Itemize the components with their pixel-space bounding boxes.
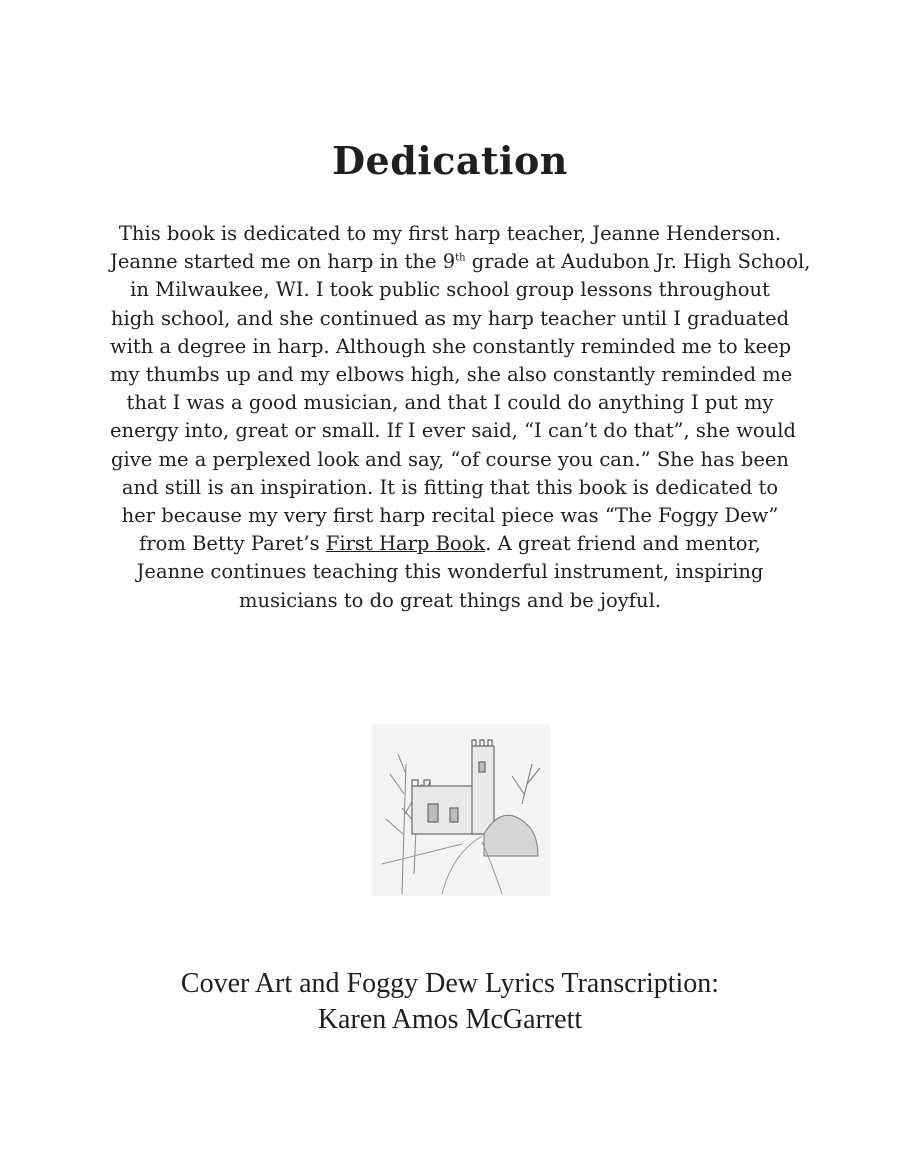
dedication-line: give me a perplexed look and say, “of course you can.” She has been bbox=[111, 447, 789, 471]
dedication-line: my thumbs up and my elbows high, she also constantly reminded me bbox=[110, 363, 793, 387]
dedication-text: grade at Audubon Jr. High School, bbox=[465, 250, 811, 274]
castle-sketch-image bbox=[372, 724, 550, 896]
credits-artist-name: Karen Amos McGarrett bbox=[317, 1004, 583, 1035]
credits-block bbox=[0, 966, 900, 1038]
dedication-line: musicians to do great things and be joyful. bbox=[238, 588, 662, 612]
credits-heading: Cover Art and Foggy Dew Lyrics Transcription: bbox=[180, 968, 720, 999]
page-title: Dedication bbox=[332, 138, 568, 183]
book-title-first-harp-book: First Harp Book bbox=[325, 532, 486, 556]
dedication-line: her because my very first harp recital piece was “The Foggy Dew” bbox=[121, 504, 779, 528]
dedication-text: from Betty Paret’s bbox=[139, 532, 326, 556]
dedication-text: . A great friend and mentor, bbox=[485, 532, 761, 556]
superscript-th: th bbox=[455, 252, 466, 264]
dedication-line: and still is an inspiration. It is fitting that this book is dedicated to bbox=[121, 475, 779, 499]
dedication-paragraph bbox=[110, 220, 811, 615]
dedication-line bbox=[110, 248, 811, 276]
dedication-text: Jeanne started me on harp in the 9 bbox=[110, 250, 456, 274]
dedication-line: high school, and she continued as my harp teacher until I graduated bbox=[110, 306, 790, 330]
dedication-line: energy into, great or small. If I ever said, “I can’t do that”, she would bbox=[110, 419, 796, 443]
castle-sketch-illustration bbox=[372, 724, 550, 896]
dedication-line: This book is dedicated to my first harp teacher, Jeanne Henderson. bbox=[118, 222, 782, 245]
dedication-line: in Milwaukee, WI. I took public school group lessons throughout bbox=[130, 278, 770, 302]
dedication-line: that I was a good musician, and that I could do anything I put my bbox=[126, 391, 774, 415]
dedication-line bbox=[110, 530, 790, 558]
dedication-line: Jeanne continues teaching this wonderful instrument, inspiring bbox=[136, 560, 764, 584]
dedication-line: with a degree in harp. Although she constantly reminded me to keep bbox=[110, 334, 792, 358]
